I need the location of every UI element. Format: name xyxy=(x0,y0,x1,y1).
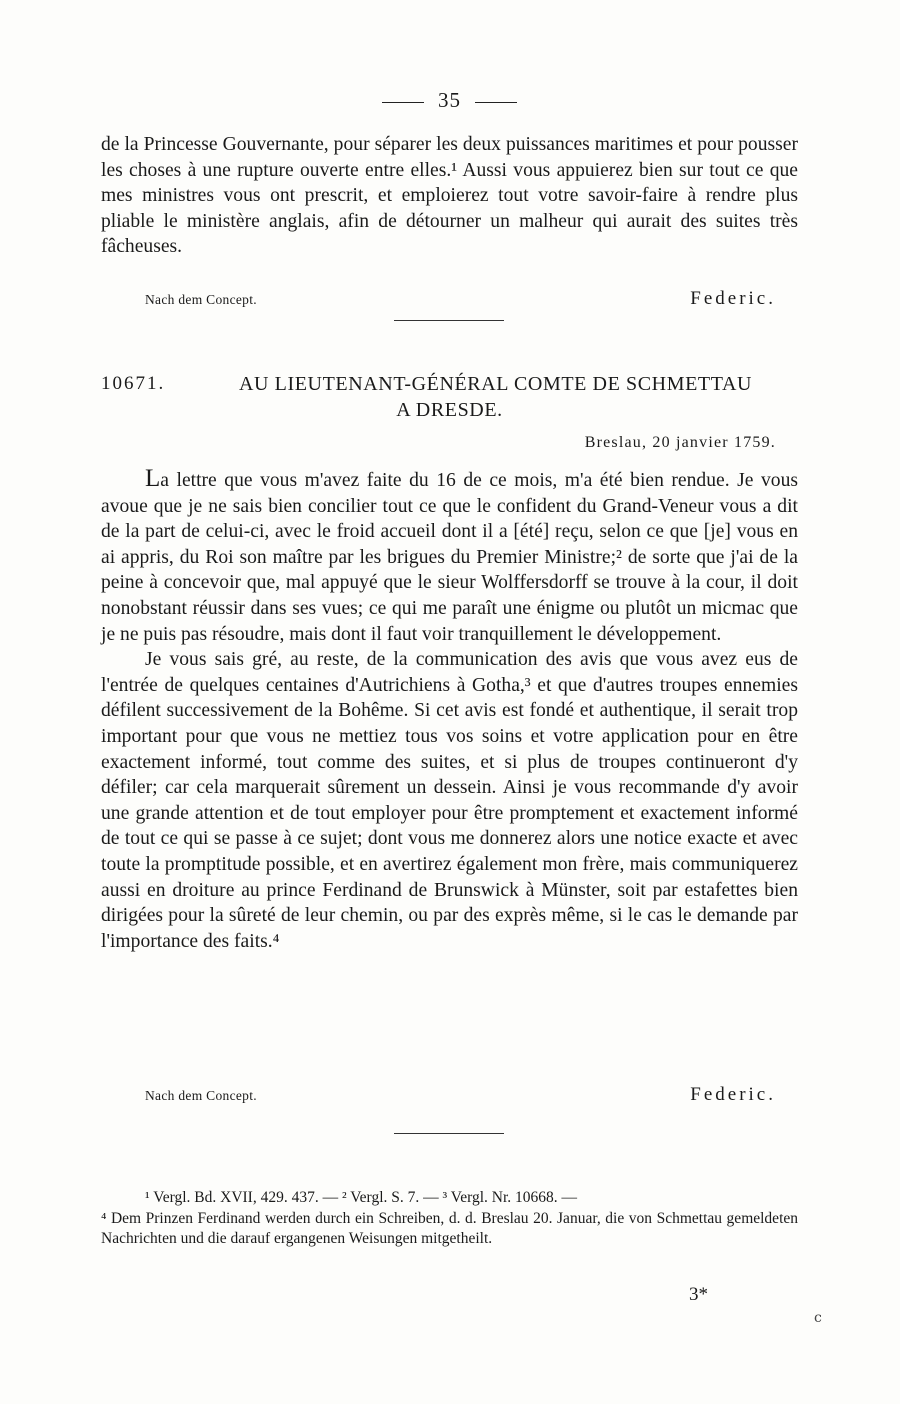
letter-1-body: de la Princesse Gouvernante, pour séparer les deux puissances maritimes et pour pousser les choses à une rupture ouverte entre elles.¹ Aussi vous appuierez bien sur tout ce que mes ministres vous ont prescrit, et emploierez tout votre savoir-faire à rendre plus pliable le ministère anglais, afin de détourner un malheur qui aurait des suites très fâcheuses. xyxy=(101,134,798,258)
head-rule-right xyxy=(475,102,517,103)
sheet-signature: 3* xyxy=(689,1284,708,1305)
section-divider-2 xyxy=(394,1133,504,1134)
letter-title: AU LIEUTENANT-GÉNÉRAL COMTE DE SCHMETTAU xyxy=(238,373,753,395)
letter-2-body xyxy=(101,466,798,954)
letter-2-paragraph-1 xyxy=(101,466,798,647)
letter-2-source-note: Nach dem Concept. xyxy=(145,1088,257,1103)
footnote-line-1: ¹ Vergl. Bd. XVII, 429. 437. — ² Vergl. S. 7. — ³ Vergl. Nr. 10668. — xyxy=(145,1189,578,1206)
stray-mark: ⅽ xyxy=(814,1311,822,1326)
letter-destination: A DRESDE. xyxy=(396,399,503,421)
head-rule-left xyxy=(382,102,424,103)
letter-number: 10671. xyxy=(101,373,166,394)
page-number: 35 xyxy=(438,88,461,112)
letter-1-source-note: Nach dem Concept. xyxy=(145,292,257,307)
letter-2-closing xyxy=(101,1078,798,1104)
initial-letter: L xyxy=(145,465,161,492)
section-divider xyxy=(394,320,504,321)
footnotes xyxy=(101,1188,798,1250)
paragraph-1-text: a lettre que vous m'avez faite du 16 de ce mois, m'a été bien rendue. Je vous avoue que je ne sais bien concilier tout ce que le confident du Grand-Veneur vous a dit de la part de celui-ci, avec le froid accueil dont il a [été] reçu, selon ce que [je] vous en ai appris, du Roi son maître par les brigues du Premier Ministre;² de sorte que j'ai de la peine à concevoir que, mal appuyé que le sieur Wolffersdorff se trouve à la cour, il doit nonobstant réussir dans ses vues; ce qui me paraît une énigme ou plutôt un micmac que je ne puis pas résoudre, mais dont il faut voir tranquillement le développement. xyxy=(101,470,798,645)
letter-2-signature: Federic. xyxy=(690,1084,776,1105)
letter-dateline: Breslau, 20 janvier 1759. xyxy=(584,434,776,451)
letter-2-paragraph-2: Je vous sais gré, au reste, de la communication des avis que vous avez eus de l'entrée de quelques centaines d'Autrichiens à Gotha,³ et que d'autres troupes ennemies défilent successivement de la Bohême. Si cet avis est fondé et authentique, il serait trop important pour que vous ne mettiez tous vos soins et votre application pour en être exactement informé, tout comme des suites, et si plus de troupes continueront d'y défiler; car cela marquerait sûrement un dessein. Ainsi je vous recommande d'y avoir une grande attention et de tout employer pour être promptement et exactement informé de tout ce qui se passe à ce sujet; dont vous me donnerez alors une notice exacte et avec toute la promptitude possible, et en avertirez également mon frère, mais communiquerez aussi en droiture au prince Ferdinand de Brunswick à Münster, soit par estafettes bien dirigées pour la sûreté de leur chemin, ou par des exprès même, si le cas le demande par l'importance des faits.⁴ xyxy=(101,649,798,952)
letter-1-signature: Federic. xyxy=(690,288,776,309)
letter-1-ending xyxy=(101,132,798,260)
letter-1-closing xyxy=(101,282,798,308)
letter-2-heading xyxy=(101,371,798,423)
footnote-4: ⁴ Dem Prinzen Ferdinand werden durch ein Schreiben, d. d. Breslau 20. Januar, die von Schmettau gemeldeten Nachrichten und die darauf ergangenen Weisungen mitgetheilt. xyxy=(101,1209,798,1247)
running-head xyxy=(101,88,798,113)
